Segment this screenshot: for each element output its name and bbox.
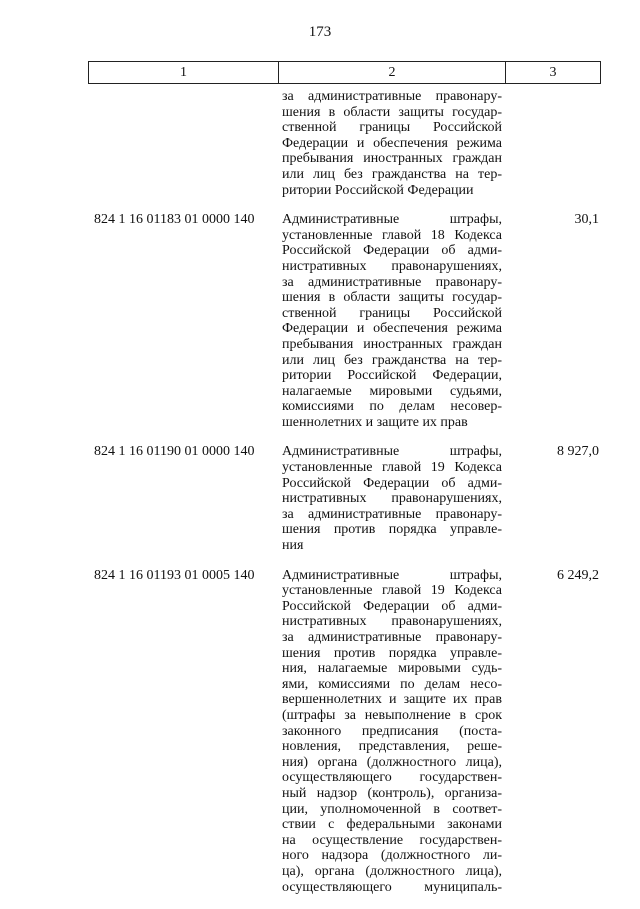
description-line: нистративных правонарушениях, [282, 258, 502, 274]
budget-code: 824 1 16 01183 01 0000 140 [94, 212, 255, 228]
description-line: ритории Российской Федерации, [282, 368, 502, 384]
description-line: нистративных правонарушениях, [282, 491, 502, 507]
header-col-2: 2 [279, 62, 506, 83]
description-line: Административные штрафы, [282, 567, 502, 583]
budget-code: 824 1 16 01193 01 0005 140 [94, 567, 255, 583]
description-line: за административные правонару- [282, 89, 502, 104]
description-line: ственной границы Российской [282, 305, 502, 321]
description-line: ного надзора (должностного ли- [282, 848, 502, 864]
budget-code [88, 89, 278, 198]
description-line: ния, налагаемые мировыми судь- [282, 661, 502, 677]
description-line: Федерации и обеспечения режима [282, 135, 502, 151]
description-line: установленные главой 19 Кодекса [282, 583, 502, 599]
description-line: за административные правонару- [282, 274, 502, 290]
description-line: шеннолетних и защите их прав [282, 414, 468, 430]
page-number: 173 [308, 24, 332, 40]
table-body [88, 89, 601, 909]
description-line: пребывания иностранных граждан [282, 336, 502, 352]
description-line: шения в области защиты государ- [282, 290, 502, 306]
description-line: установленные главой 18 Кодекса [282, 227, 502, 243]
description-line: или лиц без гражданства на тер- [282, 352, 502, 368]
description-line: шения против порядка управле- [282, 522, 502, 538]
description-line: ственной границы Российской [282, 120, 502, 136]
table-header [88, 61, 601, 84]
description-line: шения в области защиты государ- [282, 104, 502, 120]
table-row [88, 444, 601, 553]
description-line: осуществляющего муниципаль- [282, 879, 502, 895]
description-line: ями, комиссиями по делам несо- [282, 676, 502, 692]
description-line: шения против порядка управле- [282, 645, 502, 661]
description-line: ритории Российской Федерации [282, 182, 474, 198]
row-description [282, 89, 502, 198]
description-line: Административные штрафы, [282, 212, 502, 228]
row-description [282, 568, 502, 895]
description-line: ния [282, 538, 304, 554]
description-line: на осуществление государствен- [282, 832, 502, 848]
description-line: ный надзор (контроль), организа- [282, 785, 502, 801]
table-row [88, 568, 601, 895]
description-line: законного предписания (поста- [282, 723, 502, 739]
table-row [88, 212, 601, 430]
description-line: ния) органа (должностного лица), [282, 754, 502, 770]
amount: 6 249,2 [557, 567, 599, 583]
description-line: (штрафы за невыполнение в срок [282, 707, 502, 723]
description-line: ствии с федеральными законами [282, 817, 502, 833]
description-line: Российской Федерации об адми- [282, 475, 502, 491]
row-description [282, 212, 502, 430]
amount: 8 927,0 [557, 444, 599, 460]
description-line: за административные правонару- [282, 630, 502, 645]
budget-code: 824 1 16 01190 01 0000 140 [94, 444, 255, 460]
description-line: вершеннолетних и защите их прав [282, 692, 502, 708]
description-line: Российской Федерации об адми- [282, 243, 502, 259]
description-line: ции, уполномоченной в соответ- [282, 801, 502, 817]
description-line: новления, представления, реше- [282, 739, 502, 755]
header-col-1: 1 [89, 62, 279, 83]
description-line: Федерации и обеспечения режима [282, 321, 502, 337]
description-line: налагаемые мировыми судьями, [282, 383, 502, 399]
amount: 30,1 [574, 212, 599, 228]
description-line: пребывания иностранных граждан [282, 151, 502, 167]
description-line: нистративных правонарушениях, [282, 614, 502, 630]
amount [511, 89, 601, 198]
description-line: Российской Федерации об адми- [282, 598, 502, 614]
header-col-3: 3 [549, 64, 557, 80]
table-row [88, 89, 601, 198]
description-line: или лиц без гражданства на тер- [282, 166, 502, 182]
description-line: ца), органа (должностного лица), [282, 863, 502, 879]
description-line: установленные главой 19 Кодекса [282, 460, 502, 476]
row-description [282, 444, 502, 553]
description-line: за административные правонару- [282, 506, 502, 522]
description-line: Административные штрафы, [282, 444, 502, 460]
description-line: комиссиями по делам несовер- [282, 399, 502, 415]
description-line: осуществляющего государствен- [282, 770, 502, 786]
